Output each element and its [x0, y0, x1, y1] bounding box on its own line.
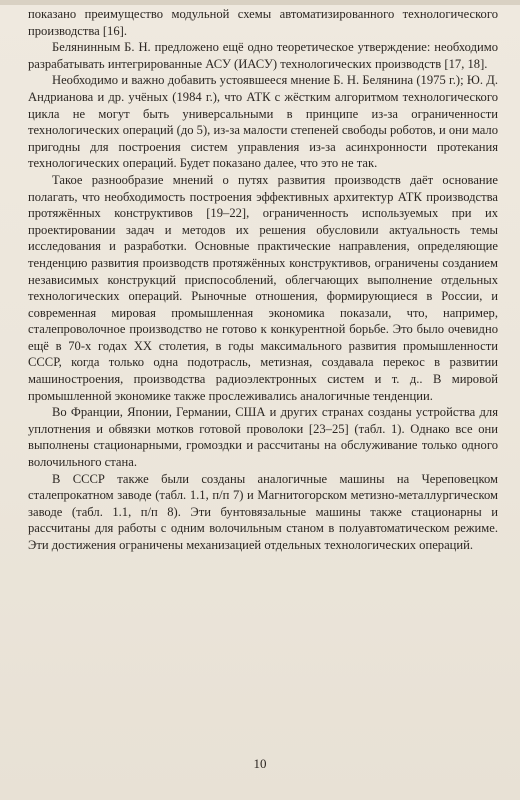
paragraph-2: Белянинным Б. Н. предложено ещё одно теоретическое утверждение: необходимо разрабатывать интегрированные АСУ (ИАСУ) технологических производств [17, 18].	[28, 40, 498, 71]
paragraph-1: показано преимущество модульной схемы автоматизированного технологического производства [16].	[28, 7, 498, 38]
paragraph-3: Необходимо и важно добавить устоявшееся мнение Б. Н. Белянина (1975 г.); Ю. Д. Андрианова и др. учёных (1984 г.), что АТК с жёстким алгоритмом технологического цикла не могут быть универсальными в принципе из-за ограниченности технологических операций (до 5), из-за малости степеней свободы роботов, и они мало пригодны для построения систем управления из-за асинхронности протекания технологических операций. Будет показано далее, что это не так.	[28, 73, 498, 171]
paragraph-6: В СССР также были созданы аналогичные машины на Череповецком сталепрокатном заводе (табл. 1.1, п/п 7) и Магнитогорском метизно-металлургическом заводе (табл. 1.1, п/п 8). Эти бунтовязальные машины также стационарны и рассчитаны для работы с одним волочильным станом в полуавтоматическом режиме. Эти достижения ограничены механизацией отдельных технологических операций.	[28, 471, 498, 552]
paragraph-4: Такое разнообразие мнений о путях развития производств даёт основание полагать, что необходимость построения эффективных архитектур АТК производства протяжённых конструктивов [19–22], ограниченность используемых при их проектировании задач и методов их решения обусловили актуальность темы исследования и разработки. Основные практические направления, определяющие тенденцию развития производств протяжённых конструктивов, ограничены созданием независимых конструкций приспособлений, облегчающих выполнение отдельных технологических операций. Рыночные отношения, формирующиеся в России, и современная мировая промышленная экономика показали, что, например, сталепроволочное производство не готово к конкурентной борьбе. Это было очевидно ещё в 70-х годах XX столетия, в годы максимального развития промышленности СССР, когда только одна подотрасль, метизная, создавала перекос в развитии машиностроения, производства радиоэлектронных систем и т. д.. В мировой промышленной экономике также прослеживались аналогичные тенденции.	[28, 172, 498, 403]
body-text	[28, 6, 498, 554]
page-top-edge	[0, 0, 520, 5]
page-number: 10	[253, 756, 267, 771]
paragraph-5: Во Франции, Японии, Германии, США и других странах созданы устройства для уплотнения и обвязки мотков готовой проволоки [23–25] (табл. 1). Однако все они выполнены стационарными, громоздки и рассчитаны на обслуживание только одного волочильного стана.	[28, 405, 498, 470]
